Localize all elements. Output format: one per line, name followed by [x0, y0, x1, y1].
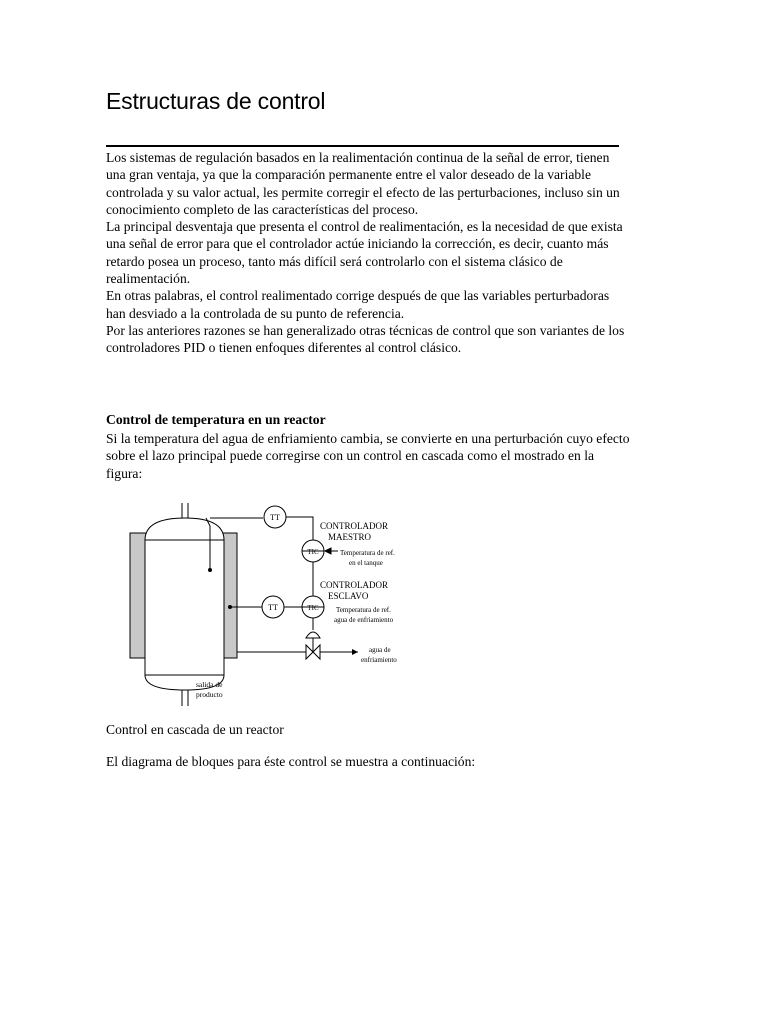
section-body: [106, 430, 631, 482]
master-controller-label-2: MAESTRO: [328, 532, 372, 542]
product-outlet-label: salida de: [196, 680, 223, 689]
figure-caption: Control en cascada de un reactor: [106, 722, 284, 737]
page-title: Estructuras de control: [106, 88, 326, 114]
master-ref-label-2: en el tanque: [349, 559, 383, 567]
closing-paragraph: El diagrama de bloques para éste control se muestra a continuación:: [106, 754, 476, 769]
section-heading: Control de temperatura en un reactor: [106, 412, 326, 427]
master-controller-label: CONTROLADOR: [320, 521, 389, 531]
slave-ref-label: Temperatura de ref.: [336, 606, 391, 614]
intro-paragraph: Por las anteriores razones se han generalizado otras técnicas de control que son variantes de los controladores PID o tienen enfoques diferentes al control clásico.: [106, 322, 625, 356]
reactor-cascade-diagram: [118, 500, 448, 715]
intro-paragraph: La principal desventaja que presenta el control de realimentación, es la necesidad de que exista una señal de error para que el controlador actúe iniciando la corrección, es decir, cuanto más retardo posea un proceso, tanto más difícil será controlarlo con el sistema clásico de realimentación.: [106, 219, 623, 287]
section-paragraph: Si la temperatura del agua de enfriamiento cambia, se convierte en una perturbación cuyo efecto sobre el lazo principal puede corregirse con un control en cascada como el mostrado en la figura:: [106, 431, 630, 481]
product-outlet-label-2: producto: [196, 690, 223, 699]
intro-paragraph: En otras palabras, el control realimentado corrige después de que las variables perturbadoras han desviado a la controlada de su punto de referencia.: [106, 288, 610, 321]
intro-paragraph: Los sistemas de regulación basados en la realimentación continua de la señal de error, tienen una gran ventaja, ya que la comparación permanente entre el valor deseado de la variable controlada y su valor actual, les permite corregir el efecto de las perturbaciones, incluso sin un conocimiento completo de las características del proceso.: [106, 150, 620, 217]
valve-actuator: [306, 632, 320, 638]
tt-bottom-label: TT: [268, 603, 278, 612]
cooling-water-label: agua de: [369, 646, 391, 654]
slave-controller-label-2: ESCLAVO: [328, 591, 369, 601]
tic-master-label: TIC: [307, 548, 319, 556]
slave-controller-label: CONTROLADOR: [320, 580, 389, 590]
master-ref-label: Temperatura de ref.: [340, 549, 395, 557]
cooling-water-label-2: enfriamiento: [361, 656, 397, 664]
reactor-vessel: [145, 518, 224, 690]
title-divider: [106, 145, 619, 147]
tt-top-label: TT: [270, 513, 280, 522]
slave-ref-label-2: agua de enfriamiento: [334, 616, 394, 624]
tic-slave-label: TIC: [307, 604, 319, 612]
intro-text: [106, 149, 631, 357]
